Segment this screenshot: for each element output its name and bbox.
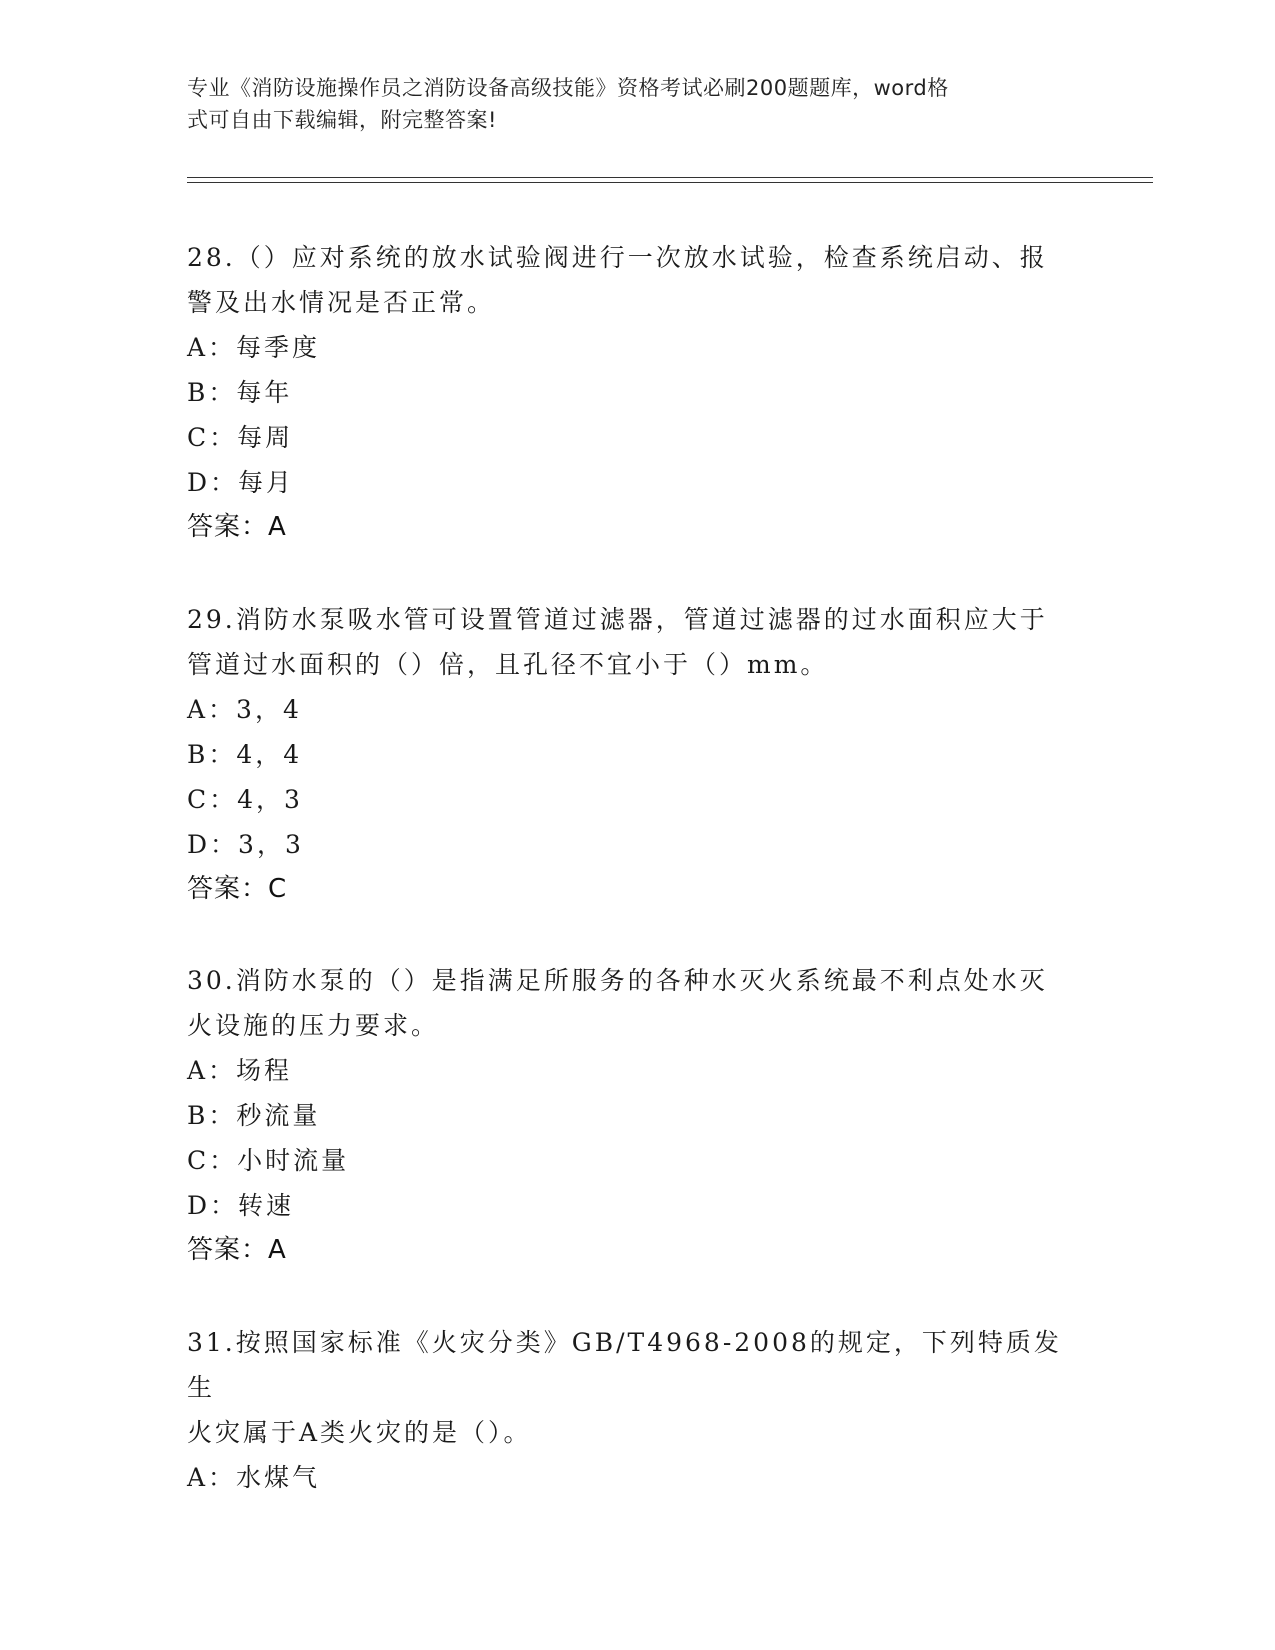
- option-a: A：3，4: [187, 695, 302, 724]
- question-stem-line-1: 29.消防水泵吸水管可设置管道过滤器，管道过滤器的过水面积应大于: [187, 605, 1048, 634]
- question-stem-line-1: 31.按照国家标准《火灾分类》GB/T4968-2008的规定，下列特质发生: [187, 1328, 1062, 1402]
- question-stem-line-2: 管道过水面积的（）倍，且孔径不宜小于（）mm。: [187, 650, 829, 679]
- question-stem-line-2: 警及出水情况是否正常。: [187, 288, 496, 317]
- header-line-2: 式可自由下载编辑，附完整答案!: [187, 108, 497, 132]
- option-c: C：小时流量: [187, 1146, 350, 1175]
- answer-label: 答案：A: [187, 512, 287, 542]
- option-d: D：3，3: [187, 830, 304, 859]
- option-c: C：4，3: [187, 785, 303, 814]
- option-b: B：4，4: [187, 740, 303, 769]
- question-29: [187, 597, 1087, 912]
- header-divider-bottom: [187, 182, 1153, 183]
- header-line-1: 专业《消防设施操作员之消防设备高级技能》资格考试必刷200题题库，word格: [187, 76, 949, 100]
- option-c: C：每周: [187, 423, 294, 452]
- option-a: A：每季度: [187, 333, 321, 362]
- question-stem-line-2: 火灾属于A类火灾的是（）。: [187, 1418, 532, 1447]
- question-stem-line-2: 火设施的压力要求。: [187, 1011, 440, 1040]
- option-d: D：转速: [187, 1191, 295, 1220]
- question-28: [187, 235, 1087, 550]
- question-stem-line-1: 28.（）应对系统的放水试验阀进行一次放水试验，检查系统启动、报: [187, 243, 1048, 272]
- answer-label: 答案：C: [187, 874, 288, 904]
- option-a: A：场程: [187, 1056, 293, 1085]
- option-b: B：秒流量: [187, 1101, 321, 1130]
- question-30: [187, 958, 1087, 1273]
- option-b: B：每年: [187, 378, 293, 407]
- document-header: [187, 72, 1067, 136]
- option-a: A：水煤气: [187, 1463, 321, 1492]
- answer-label: 答案：A: [187, 1235, 287, 1265]
- option-d: D：每月: [187, 468, 295, 497]
- question-stem-line-1: 30.消防水泵的（）是指满足所服务的各种水灭火系统最不利点处水灭: [187, 966, 1048, 995]
- question-31: [187, 1320, 1087, 1500]
- header-divider-top: [187, 177, 1153, 178]
